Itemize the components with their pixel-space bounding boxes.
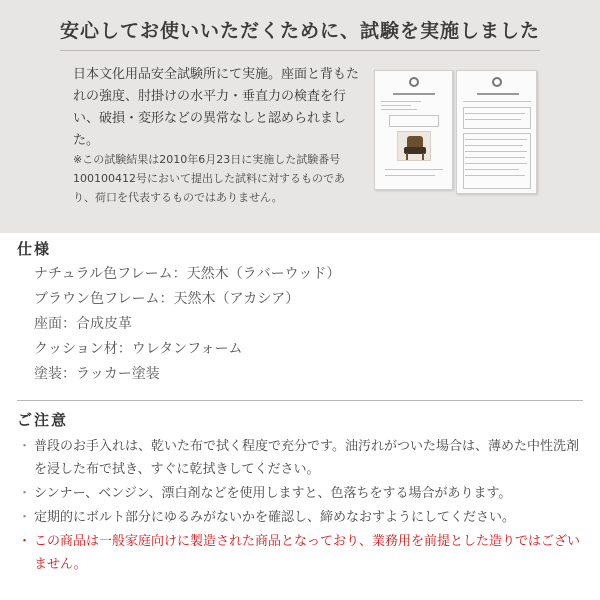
spec-title: 仕様: [17, 240, 52, 258]
bullet-icon: ・: [18, 439, 32, 454]
bullet-icon: ・: [18, 510, 32, 525]
spec-item-cushion: クッション材：ウレタンフォーム: [34, 341, 243, 357]
certificate-seal-icon: [409, 77, 419, 87]
test-description: 日本文化用品安全試験所にて実施。座面と背もたれの強度、肘掛けの水平力・垂直力の検査を行い、破損・変形などの異常なしと認められました。: [73, 67, 360, 148]
note-text: 普段のお手入れは、乾いた布で拭く程度で充分です。油汚れがついた場合は、薄めた中性洗剤を浸した布で拭き、すぐに乾拭きしてください。: [34, 439, 579, 477]
spec-item-natural-frame: ナチュラル色フレーム：天然木（ラバーウッド）: [34, 266, 341, 282]
heading-divider: [60, 50, 540, 51]
spec-item-finish: 塗装：ラッカー塗装: [34, 366, 160, 382]
note-item-solvents: [17, 482, 583, 505]
note-text: シンナー、ベンジン、漂白剤などを使用しますと、色落ちをする場合があります。: [34, 486, 512, 501]
test-banner: [0, 0, 600, 233]
note-item-care: [17, 435, 583, 481]
note-text: 定期的にボルト部分にゆるみがないかを確認し、締めなおすようにしてください。: [34, 510, 516, 525]
warning-text: この商品は一般家庭向けに製造された商品となっており、業務用を前提とした造りではございません。: [34, 534, 581, 572]
bullet-icon: ・: [18, 486, 32, 501]
spec-item-brown-frame: ブラウン色フレーム：天然木（アカシア）: [34, 291, 300, 307]
note-item-bolts: [17, 506, 583, 529]
spec-list: [34, 262, 574, 387]
note-item-warning: [17, 530, 583, 576]
notes-list: [17, 435, 583, 577]
chair-photo: [397, 131, 431, 161]
notes-title: ご注意: [17, 411, 69, 429]
test-disclaimer: ※この試験結果は2010年6月23日に実施した試験番号100100412号において提出した試料に対するものであり、荷口を代表するものではありません。: [73, 153, 345, 204]
test-certificate-page-1: [374, 70, 453, 190]
section-divider: [17, 400, 583, 401]
bullet-icon: ・: [18, 534, 32, 549]
banner-heading: 安心してお使いいただくために、試験を実施しました: [59, 20, 540, 42]
spec-item-seat: 座面：合成皮革: [34, 316, 132, 332]
test-certificate-page-2: [456, 70, 537, 194]
certificate-seal-icon: [492, 77, 502, 87]
